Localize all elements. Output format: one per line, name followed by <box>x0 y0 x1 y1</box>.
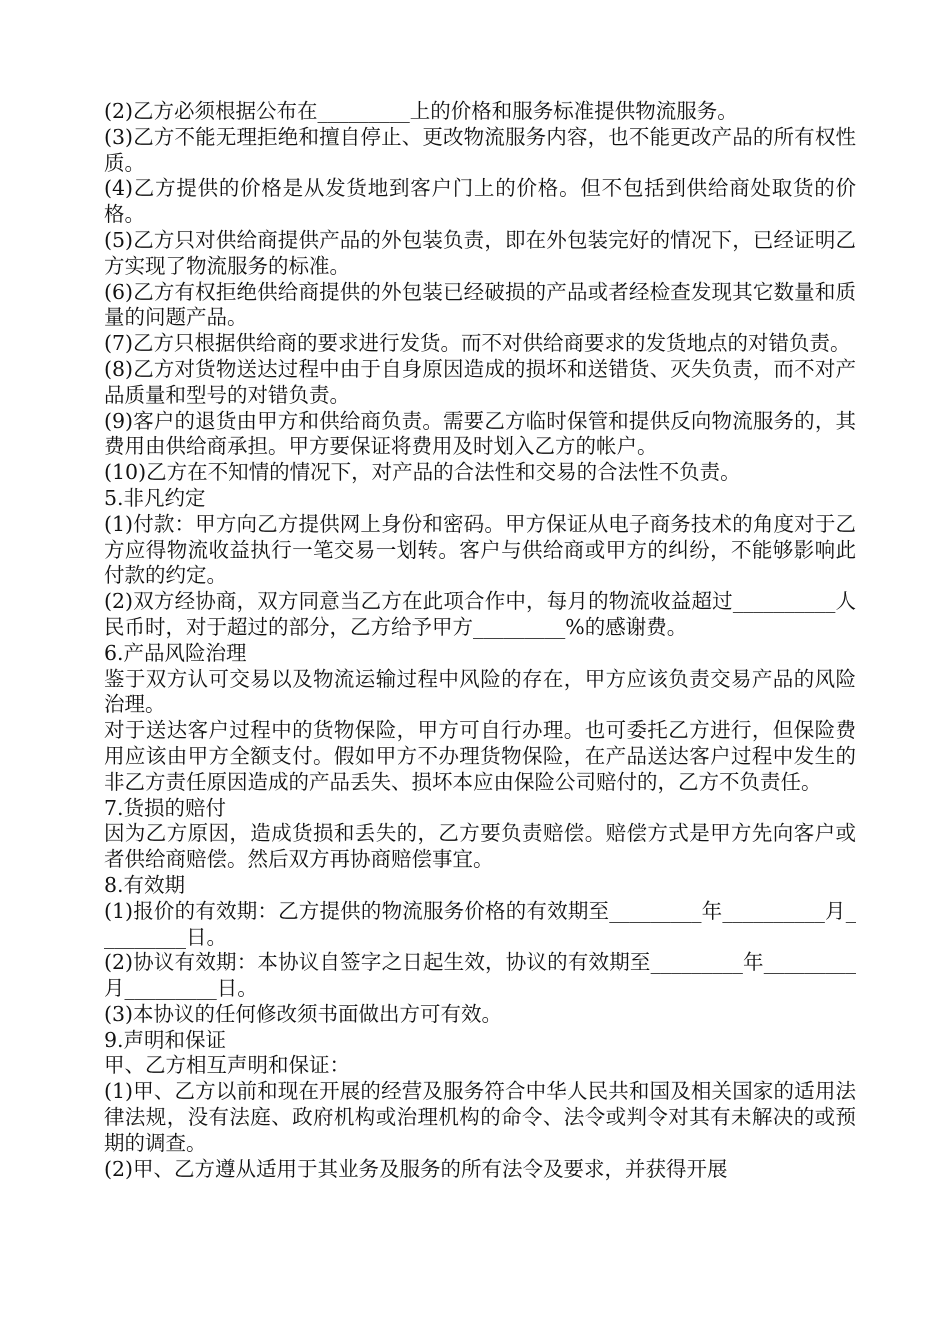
clause-5-2: (2)双方经协商，双方同意当乙方在此项合作中，每月的物流收益超过__________人民币时，对于超过的部分，乙方给予甲方_________%的感谢费。 <box>104 589 856 639</box>
clause-4-10: (10)乙方在不知情的情况下，对产品的合法性和交易的合法性不负责。 <box>104 460 741 485</box>
section-heading-8: 8.有效期 <box>104 872 186 897</box>
clause-4-7: (7)乙方只根据供给商的要求进行发货。而不对供给商要求的发货地点的对错负责。 <box>104 331 851 356</box>
clause-7-para-1: 因为乙方原因，造成货损和丢失的，乙方要负责赔偿。赔偿方式是甲方先向客户或者供给商赔偿。然后双方再协商赔偿事宜。 <box>104 821 856 872</box>
clause-4-3: (3)乙方不能无理拒绝和擅自停止、更改物流服务内容，也不能更改产品的所有权性质。 <box>104 124 856 175</box>
clause-6-para-2: 对于送达客户过程中的货物保险，甲方可自行办理。也可委托乙方进行，但保险费用应该由甲方全额支付。假如甲方不办理货物保险，在产品送达客户过程中发生的非乙方责任原因造成的产品丢失、损坏本应由保险公司赔付的，乙方不负责任。 <box>104 718 856 794</box>
clause-6-para-1: 鉴于双方认可交易以及物流运输过程中风险的存在，甲方应该负责交易产品的风险治理。 <box>104 666 856 717</box>
clause-4-2: (2)乙方必须根据公布在_________上的价格和服务标准提供物流服务。 <box>104 99 738 123</box>
clause-4-6: (6)乙方有权拒绝供给商提供的外包装已经破损的产品或者经检查发现其它数量和质量的问题产品。 <box>104 279 856 330</box>
section-heading-7: 7.货损的赔付 <box>104 795 227 820</box>
clause-4-4: (4)乙方提供的价格是从发货地到客户门上的价格。但不包括到供给商处取货的价格。 <box>104 176 856 227</box>
clause-4-5: (5)乙方只对供给商提供产品的外包装负责，即在外包装完好的情况下，已经证明乙方实现了物流服务的标准。 <box>104 227 856 278</box>
document-page <box>104 99 856 1182</box>
clause-4-9: (9)客户的退货由甲方和供给商负责。需要乙方临时保管和提供反向物流服务的，其费用由供给商承担。甲方要保证将费用及时划入乙方的帐户。 <box>104 408 856 459</box>
section-heading-6: 6.产品风险治理 <box>104 640 247 665</box>
clause-9-2: (2)甲、乙方遵从适用于其业务及服务的所有法令及要求，并获得开展 <box>104 1156 728 1181</box>
section-heading-5: 5.非凡约定 <box>104 485 206 510</box>
clause-8-3: (3)本协议的任何修改须书面做出方可有效。 <box>104 1001 503 1026</box>
clause-4-8: (8)乙方对货物送达过程中由于自身原因造成的损坏和送错货、灭失负责，而不对产品质量和型号的对错负责。 <box>104 356 856 407</box>
section-heading-9: 9.声明和保证 <box>104 1027 227 1052</box>
clause-8-1: (1)报价的有效期：乙方提供的物流服务价格的有效期至_________年__________月_________日。 <box>104 898 856 949</box>
clause-9-1: (1)甲、乙方以前和现在开展的经营及服务符合中华人民共和国及相关国家的适用法律法规，没有法庭、政府机构或治理机构的命令、法令或判令对其有未解决的或预期的调查。 <box>104 1079 856 1155</box>
clause-9-intro: 甲、乙方相互声明和保证： <box>104 1053 350 1078</box>
clause-8-2: (2)协议有效期：本协议自签字之日起生效，协议的有效期至_________年_________月_________日。 <box>104 950 856 1001</box>
clause-5-1: (1)付款：甲方向乙方提供网上身份和密码。甲方保证从电子商务技术的角度对于乙方应得物流收益执行一笔交易一划转。客户与供给商或甲方的纠纷，不能够影响此付款的约定。 <box>104 511 856 588</box>
